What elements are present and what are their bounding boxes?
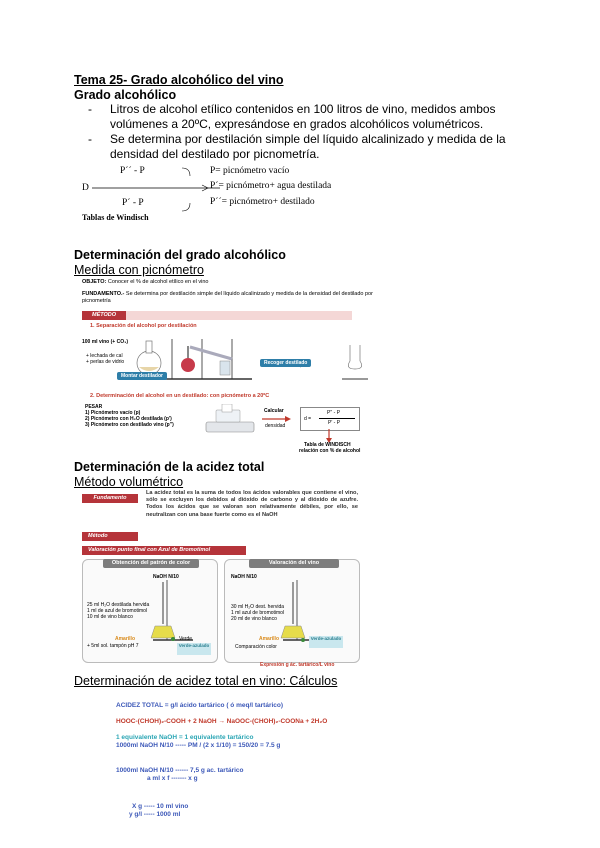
recoger-destilado-tag: Recoger destilado [260, 359, 311, 367]
calc-line: ACIDEZ TOTAL = g/l ácido tartárico ( ó meq/l tartárico) [116, 702, 284, 709]
patron-line: 1 ml de azul de bromotimol [87, 608, 148, 614]
legend-p1: P´= picnómetro+ agua destilada [210, 181, 332, 191]
balance-icon [202, 404, 262, 436]
section-heading-grado-det: Determinación del grado alcohólico [74, 248, 286, 262]
vino-label: 100 ml vino (+ CO₃) [82, 339, 129, 345]
valoracion-tag: Valoración punto final con Azul de Bromotimol [82, 546, 246, 555]
valoracion-line: 20 ml de vino blanco [231, 616, 277, 622]
fundamento-text: Se determina por destilación simple del líquido alcalinizado y medida de la densidad del destilado por picnometría [82, 291, 373, 304]
distillation-apparatus [132, 331, 372, 385]
pesar-label: PESAR [85, 404, 103, 410]
density-eq-label: d = [304, 416, 312, 422]
legend-p: P= picnómetro vacío [210, 166, 290, 176]
objeto-line [82, 279, 382, 286]
pesar-item: 2) Picnómetro con H₂O destilada (p') [85, 416, 172, 422]
calcular-label: Calcular [264, 408, 284, 414]
objeto-text: Conocer el % de alcohol etílico en el vino [107, 279, 209, 285]
density-eq-num: P'' - P [327, 410, 341, 416]
calculos-figure [116, 702, 396, 822]
objeto-label: OBJETO: [82, 279, 107, 285]
bullet-dash: - [88, 102, 92, 116]
fraction-bar [319, 418, 355, 419]
lechada-label: + lechada de cal [86, 353, 123, 359]
bullet-text: Litros de alcohol etílico contenidos en 100 litros de vino, medidos ambos volúmenes a 20ºC, expresándose en grados alcohólicos volumétricos. [110, 102, 496, 131]
amarillo-label: Amarillo [259, 636, 280, 642]
fundamento-label: FUNDAMENTO.- [82, 291, 125, 297]
expresion-label: Expresión g ác. tartárico/L vino [260, 662, 335, 668]
pesar-item: 1) Picnómetro vacío (p) [85, 410, 141, 416]
tabla-windisch-label: Tabla de WINDISCH [304, 442, 351, 448]
formula-denominator: P´ - P [122, 198, 144, 208]
metodo-tag: Método [82, 532, 138, 541]
fundamento-line [82, 291, 377, 305]
verde-label: Verde [179, 636, 193, 642]
formula-d: D [82, 183, 89, 193]
valoracion-vino-title: Valoración del vino [249, 559, 339, 568]
section-heading-grado: Grado alcohólico [74, 88, 177, 102]
valoracion-line: 30 ml H₂O dest. hervida [231, 604, 285, 610]
verde-dot [301, 638, 305, 642]
verde-dot [171, 637, 175, 641]
calc-line: y g/l ----- 1000 ml [129, 811, 181, 818]
bullet-item [88, 132, 528, 164]
calc-line: 1000ml NaOH N/10 ----- PM / (2 x 1/10) = 150/20 = 7.5 g [116, 742, 281, 749]
bullet-item [88, 102, 528, 134]
patron-color-box [82, 559, 218, 663]
step2-title: 2. Determinación del alcohol en un destilado: con picnómetro a 20ºC [90, 393, 270, 399]
patron-title: Obtención del patrón de color [103, 559, 199, 568]
tampon-label: + 5ml sol. tampón pH 7 [87, 643, 139, 649]
metodo-label: MÉTODO [82, 311, 126, 320]
density-eq-box [300, 407, 360, 431]
naoh-label: NaOH N/10 [231, 574, 257, 580]
picnometro-figure [82, 279, 382, 459]
fundamento-paragraph: La acidez total es la suma de todos los ácidos valorables que contiene el vino, sólo se excluyen los debidos al dióxido de carbono y al dióxido de azufre. Todos los ácidos que se valoran son relativamente débiles, por ello, se neutralizan con una base fuerte como es el NaOH [146, 490, 358, 518]
legend-p2: P´´= picnómetro+ destilado [210, 197, 315, 207]
subheading-picnometro: Medida con picnómetro [74, 263, 204, 277]
valoracion-line: 1 ml azul de bromotimol [231, 610, 285, 616]
verde-azulado-tag: Verde-azulado [309, 636, 343, 648]
step1-title: 1. Separación del alcohol por destilación [90, 323, 197, 329]
calc-arrow [262, 416, 292, 422]
patron-line: 10 ml de vino blanco [87, 614, 133, 620]
montar-destilador-tag: Montar destilador [117, 372, 167, 380]
comparacion-label: Comparación color [235, 644, 277, 650]
patron-line: 25 ml H₂O destilada hervida [87, 602, 150, 608]
calc-reaction: HOOC-(CHOH)₂-COOH + 2 NaOH → NaOOC-(CHOH)₂-COONa + 2H₂O [116, 718, 328, 725]
perlas-label: + perlas de vidrio [86, 359, 125, 365]
pesar-item: 3) Picnómetro con destilado vino (p'') [85, 422, 174, 428]
tablas-windisch: Tablas de Windisch [82, 213, 149, 222]
subheading-volumetrico: Método volumétrico [74, 475, 184, 489]
calc-line: 1000ml NaOH N/10 ------ 7,5 g ac. tartárico [116, 767, 244, 774]
density-eq-den: P' - P [328, 420, 341, 426]
formula-numerator: P´´ - P [120, 166, 145, 176]
burette-setup [143, 580, 203, 642]
valoracion-vino-box [224, 559, 360, 663]
down-arrow [326, 429, 332, 443]
calc-line: X g ----- 10 ml vino [132, 803, 189, 810]
subheading-calculos: Determinación de acidez total en vino: Cálculos [74, 674, 338, 688]
section-heading-acidez: Determinación de la acidez total [74, 460, 265, 474]
densidad-label: densidad [265, 423, 286, 429]
page-title: Tema 25- Grado alcohólico del vino [74, 73, 284, 87]
acidez-figure [82, 490, 360, 670]
density-formula [80, 163, 340, 223]
amarillo-label: Amarillo [115, 636, 136, 642]
metodo-bar [82, 311, 352, 320]
tabla-relacion-label: relación con % de alcohol [299, 448, 361, 454]
fundamento-tag: Fundamento [82, 494, 138, 503]
verde-azulado-tag: Verde-azulado [177, 643, 211, 655]
bullet-text: Se determina por destilación simple del líquido alcalinizado y medida de la densidad del destilado por picnometría. [110, 132, 506, 161]
bullet-dash: - [88, 132, 92, 146]
calc-line: 1 equivalente NaOH = 1 equivalente tartárico [116, 734, 254, 741]
naoh-label: NaOH N/10 [153, 574, 179, 580]
calc-line: a ml x f ------- x g [147, 775, 198, 782]
